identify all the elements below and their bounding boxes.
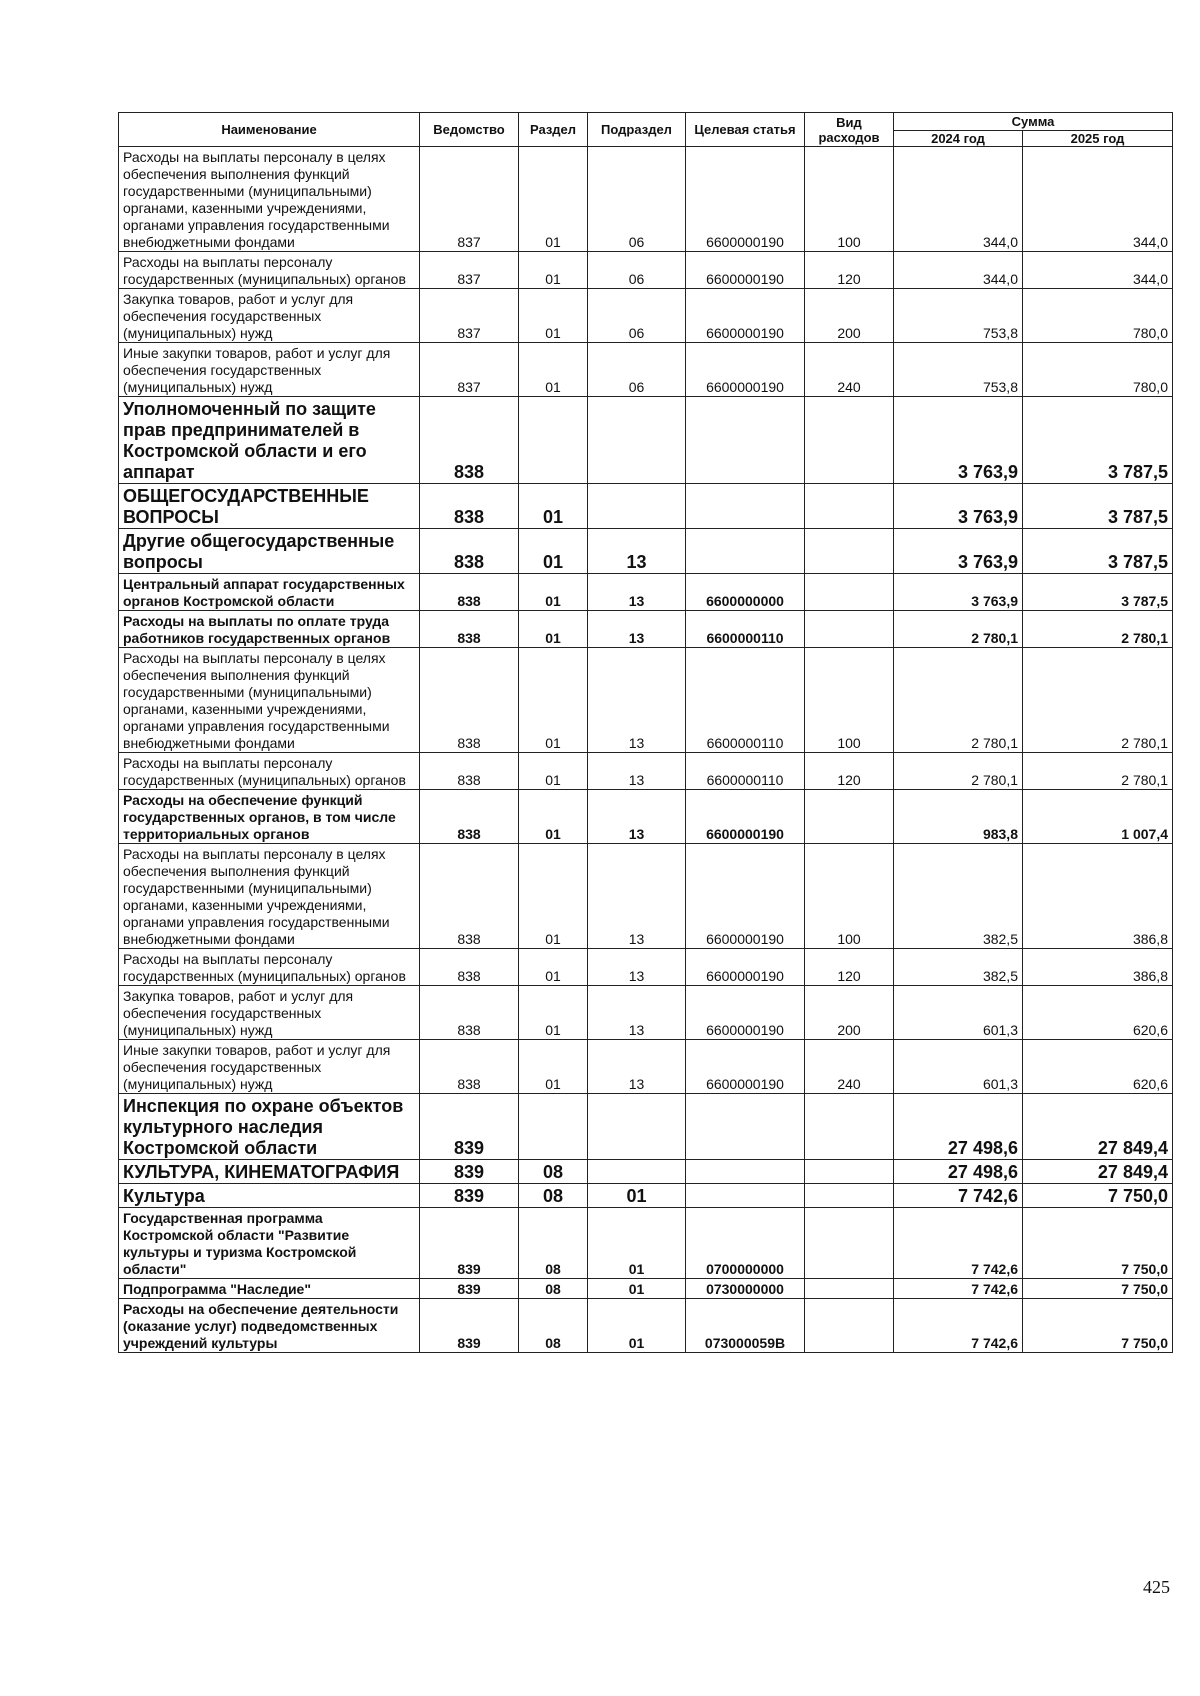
cell-2025: 2 780,1 [1023, 611, 1173, 648]
cell-2025: 3 787,5 [1023, 397, 1173, 484]
cell-name: Расходы на выплаты персоналу в целях обеспечения выполнения функций государственными (муниципальными) органами, казенными учреждениями, органами управления государственными внебюджетными фондами [119, 648, 420, 753]
cell-2024: 2 780,1 [894, 611, 1023, 648]
cell-name: Расходы на выплаты по оплате труда работников государственных органов [119, 611, 420, 648]
header-section: Раздел [519, 113, 588, 147]
cell-department: 838 [420, 949, 519, 986]
cell-2025: 386,8 [1023, 844, 1173, 949]
cell-section: 01 [519, 753, 588, 790]
cell-section: 08 [519, 1160, 588, 1184]
table-row [119, 648, 1173, 753]
cell-kind: 240 [805, 1040, 894, 1094]
cell-section: 01 [519, 611, 588, 648]
cell-2025: 27 849,4 [1023, 1094, 1173, 1160]
cell-name: Расходы на обеспечение деятельности (оказание услуг) подведомственных учреждений культуры [119, 1299, 420, 1353]
table-row [119, 753, 1173, 790]
cell-section: 01 [519, 289, 588, 343]
cell-section: 01 [519, 790, 588, 844]
cell-2025: 7 750,0 [1023, 1208, 1173, 1279]
cell-2025: 344,0 [1023, 147, 1173, 252]
cell-2024: 3 763,9 [894, 529, 1023, 574]
cell-department: 839 [420, 1279, 519, 1299]
cell-department: 838 [420, 648, 519, 753]
cell-department: 837 [420, 252, 519, 289]
cell-name: Расходы на выплаты персоналу государственных (муниципальных) органов [119, 949, 420, 986]
cell-section: 08 [519, 1279, 588, 1299]
cell-department: 838 [420, 1040, 519, 1094]
cell-name: Инспекция по охране объектов культурного наследия Костромской области [119, 1094, 420, 1160]
cell-subsection: 13 [588, 1040, 686, 1094]
cell-target: 6600000110 [686, 648, 805, 753]
cell-department: 838 [420, 986, 519, 1040]
table-row [119, 529, 1173, 574]
cell-section: 08 [519, 1299, 588, 1353]
page-number: 425 [1143, 1577, 1170, 1597]
cell-department: 838 [420, 844, 519, 949]
cell-subsection: 13 [588, 949, 686, 986]
cell-name: Уполномоченный по защите прав предпринимателей в Костромской области и его аппарат [119, 397, 420, 484]
table-row [119, 484, 1173, 529]
table-header [119, 113, 1173, 147]
header-department: Ведомство [420, 113, 519, 147]
header-sum: Сумма [894, 113, 1173, 131]
cell-2024: 344,0 [894, 147, 1023, 252]
cell-2025: 3 787,5 [1023, 529, 1173, 574]
cell-name: ОБЩЕГОСУДАРСТВЕННЫЕ ВОПРОСЫ [119, 484, 420, 529]
cell-2024: 2 780,1 [894, 753, 1023, 790]
cell-2024: 983,8 [894, 790, 1023, 844]
header-year-2025: 2025 год [1023, 131, 1173, 147]
cell-2024: 7 742,6 [894, 1184, 1023, 1208]
cell-name: Расходы на обеспечение функций государственных органов, в том числе территориальных органов [119, 790, 420, 844]
cell-kind [805, 397, 894, 484]
cell-subsection: 06 [588, 289, 686, 343]
cell-kind [805, 1299, 894, 1353]
cell-section: 01 [519, 147, 588, 252]
cell-kind: 200 [805, 986, 894, 1040]
cell-target [686, 484, 805, 529]
cell-subsection: 01 [588, 1299, 686, 1353]
cell-section: 01 [519, 648, 588, 753]
cell-subsection: 13 [588, 844, 686, 949]
table-row [119, 1040, 1173, 1094]
cell-subsection: 06 [588, 147, 686, 252]
table-row [119, 1184, 1173, 1208]
cell-2024: 382,5 [894, 844, 1023, 949]
cell-2024: 601,3 [894, 1040, 1023, 1094]
cell-target [686, 1184, 805, 1208]
cell-target: 0700000000 [686, 1208, 805, 1279]
cell-department: 839 [420, 1094, 519, 1160]
cell-section: 08 [519, 1184, 588, 1208]
cell-subsection: 13 [588, 611, 686, 648]
cell-kind: 200 [805, 289, 894, 343]
cell-name: Культура [119, 1184, 420, 1208]
cell-name: Другие общегосударственные вопросы [119, 529, 420, 574]
cell-subsection: 13 [588, 790, 686, 844]
cell-2024: 601,3 [894, 986, 1023, 1040]
cell-2025: 1 007,4 [1023, 790, 1173, 844]
table-row [119, 1160, 1173, 1184]
cell-target [686, 1094, 805, 1160]
table-row [119, 1299, 1173, 1353]
cell-section: 01 [519, 484, 588, 529]
cell-department: 839 [420, 1160, 519, 1184]
cell-subsection [588, 1160, 686, 1184]
cell-name: Расходы на выплаты персоналу в целях обеспечения выполнения функций государственными (муниципальными) органами, казенными учреждениями, органами управления государственными внебюджетными фондами [119, 844, 420, 949]
budget-table [118, 112, 1173, 1353]
cell-department: 837 [420, 289, 519, 343]
table-row [119, 147, 1173, 252]
cell-2024: 7 742,6 [894, 1299, 1023, 1353]
cell-kind: 120 [805, 753, 894, 790]
header-year-2024: 2024 год [894, 131, 1023, 147]
cell-subsection: 06 [588, 343, 686, 397]
cell-2025: 7 750,0 [1023, 1184, 1173, 1208]
cell-name: Закупка товаров, работ и услуг для обеспечения государственных (муниципальных) нужд [119, 289, 420, 343]
table-row [119, 986, 1173, 1040]
cell-section: 01 [519, 949, 588, 986]
cell-2025: 344,0 [1023, 252, 1173, 289]
cell-2025: 3 787,5 [1023, 484, 1173, 529]
cell-target: 6600000190 [686, 949, 805, 986]
cell-target: 6600000110 [686, 611, 805, 648]
cell-department: 838 [420, 484, 519, 529]
cell-kind [805, 1160, 894, 1184]
cell-department: 837 [420, 343, 519, 397]
cell-2025: 780,0 [1023, 343, 1173, 397]
cell-section: 01 [519, 529, 588, 574]
cell-2024: 3 763,9 [894, 574, 1023, 611]
cell-department: 838 [420, 611, 519, 648]
cell-2025: 620,6 [1023, 986, 1173, 1040]
cell-target: 6600000000 [686, 574, 805, 611]
header-name: Наименование [119, 113, 420, 147]
cell-subsection [588, 484, 686, 529]
cell-2025: 2 780,1 [1023, 648, 1173, 753]
cell-department: 838 [420, 574, 519, 611]
cell-kind [805, 790, 894, 844]
cell-kind [805, 1184, 894, 1208]
cell-kind [805, 1094, 894, 1160]
cell-subsection: 01 [588, 1208, 686, 1279]
cell-kind: 100 [805, 147, 894, 252]
cell-subsection: 01 [588, 1184, 686, 1208]
cell-name: Центральный аппарат государственных органов Костромской области [119, 574, 420, 611]
cell-subsection [588, 397, 686, 484]
cell-2024: 753,8 [894, 343, 1023, 397]
cell-name: Государственная программа Костромской области "Развитие культуры и туризма Костромской области" [119, 1208, 420, 1279]
cell-subsection: 13 [588, 753, 686, 790]
cell-2025: 27 849,4 [1023, 1160, 1173, 1184]
cell-section: 01 [519, 844, 588, 949]
budget-table-sheet [118, 112, 1172, 1353]
cell-target: 6600000190 [686, 790, 805, 844]
cell-target: 6600000110 [686, 753, 805, 790]
table-body [119, 147, 1173, 1353]
cell-target [686, 529, 805, 574]
cell-name: Расходы на выплаты персоналу государственных (муниципальных) органов [119, 753, 420, 790]
cell-subsection: 13 [588, 574, 686, 611]
cell-section [519, 1094, 588, 1160]
cell-kind [805, 1279, 894, 1299]
cell-subsection: 13 [588, 986, 686, 1040]
cell-2025: 7 750,0 [1023, 1279, 1173, 1299]
cell-2025: 620,6 [1023, 1040, 1173, 1094]
cell-target: 6600000190 [686, 289, 805, 343]
cell-2025: 3 787,5 [1023, 574, 1173, 611]
cell-2024: 27 498,6 [894, 1160, 1023, 1184]
cell-department: 839 [420, 1184, 519, 1208]
cell-kind [805, 1208, 894, 1279]
cell-department: 838 [420, 397, 519, 484]
cell-section: 01 [519, 343, 588, 397]
table-row [119, 252, 1173, 289]
cell-target: 6600000190 [686, 986, 805, 1040]
cell-section: 08 [519, 1208, 588, 1279]
cell-kind: 100 [805, 844, 894, 949]
cell-kind: 120 [805, 252, 894, 289]
cell-name: Иные закупки товаров, работ и услуг для обеспечения государственных (муниципальных) нужд [119, 1040, 420, 1094]
cell-department: 838 [420, 790, 519, 844]
cell-section: 01 [519, 986, 588, 1040]
cell-kind [805, 574, 894, 611]
cell-kind: 120 [805, 949, 894, 986]
cell-subsection: 13 [588, 648, 686, 753]
table-row [119, 343, 1173, 397]
cell-section: 01 [519, 574, 588, 611]
table-row [119, 289, 1173, 343]
cell-2024: 2 780,1 [894, 648, 1023, 753]
cell-name: Закупка товаров, работ и услуг для обеспечения государственных (муниципальных) нужд [119, 986, 420, 1040]
header-kind: Вид расходов [805, 113, 894, 147]
cell-2024: 27 498,6 [894, 1094, 1023, 1160]
cell-name: Расходы на выплаты персоналу в целях обеспечения выполнения функций государственными (муниципальными) органами, казенными учреждениями, органами управления государственными внебюджетными фондами [119, 147, 420, 252]
cell-name: Расходы на выплаты персоналу государственных (муниципальных) органов [119, 252, 420, 289]
table-row [119, 790, 1173, 844]
cell-section: 01 [519, 1040, 588, 1094]
cell-2025: 2 780,1 [1023, 753, 1173, 790]
cell-2024: 3 763,9 [894, 397, 1023, 484]
cell-kind [805, 611, 894, 648]
cell-subsection: 01 [588, 1279, 686, 1299]
table-row [119, 1279, 1173, 1299]
cell-2024: 3 763,9 [894, 484, 1023, 529]
table-row [119, 1208, 1173, 1279]
cell-target: 6600000190 [686, 343, 805, 397]
cell-kind: 240 [805, 343, 894, 397]
cell-name: Иные закупки товаров, работ и услуг для обеспечения государственных (муниципальных) нужд [119, 343, 420, 397]
table-row [119, 397, 1173, 484]
cell-section: 01 [519, 252, 588, 289]
cell-kind [805, 529, 894, 574]
cell-2024: 7 742,6 [894, 1208, 1023, 1279]
cell-2024: 382,5 [894, 949, 1023, 986]
table-row [119, 611, 1173, 648]
cell-target: 6600000190 [686, 844, 805, 949]
cell-target: 0730000000 [686, 1279, 805, 1299]
cell-2024: 344,0 [894, 252, 1023, 289]
table-row [119, 844, 1173, 949]
cell-2025: 7 750,0 [1023, 1299, 1173, 1353]
cell-name: Подпрограмма "Наследие" [119, 1279, 420, 1299]
header-subsection: Подраздел [588, 113, 686, 147]
cell-department: 839 [420, 1208, 519, 1279]
cell-2024: 753,8 [894, 289, 1023, 343]
cell-target [686, 1160, 805, 1184]
cell-department: 837 [420, 147, 519, 252]
cell-2024: 7 742,6 [894, 1279, 1023, 1299]
cell-name: КУЛЬТУРА, КИНЕМАТОГРАФИЯ [119, 1160, 420, 1184]
cell-target: 6600000190 [686, 147, 805, 252]
cell-subsection: 13 [588, 529, 686, 574]
cell-kind [805, 484, 894, 529]
table-row [119, 949, 1173, 986]
cell-target: 6600000190 [686, 252, 805, 289]
cell-target: 6600000190 [686, 1040, 805, 1094]
header-target: Целевая статья [686, 113, 805, 147]
cell-department: 838 [420, 529, 519, 574]
cell-department: 838 [420, 753, 519, 790]
cell-kind: 100 [805, 648, 894, 753]
cell-subsection [588, 1094, 686, 1160]
cell-target: 073000059В [686, 1299, 805, 1353]
cell-department: 839 [420, 1299, 519, 1353]
table-row [119, 574, 1173, 611]
cell-2025: 780,0 [1023, 289, 1173, 343]
table-row [119, 1094, 1173, 1160]
cell-2025: 386,8 [1023, 949, 1173, 986]
cell-subsection: 06 [588, 252, 686, 289]
cell-section [519, 397, 588, 484]
cell-target [686, 397, 805, 484]
